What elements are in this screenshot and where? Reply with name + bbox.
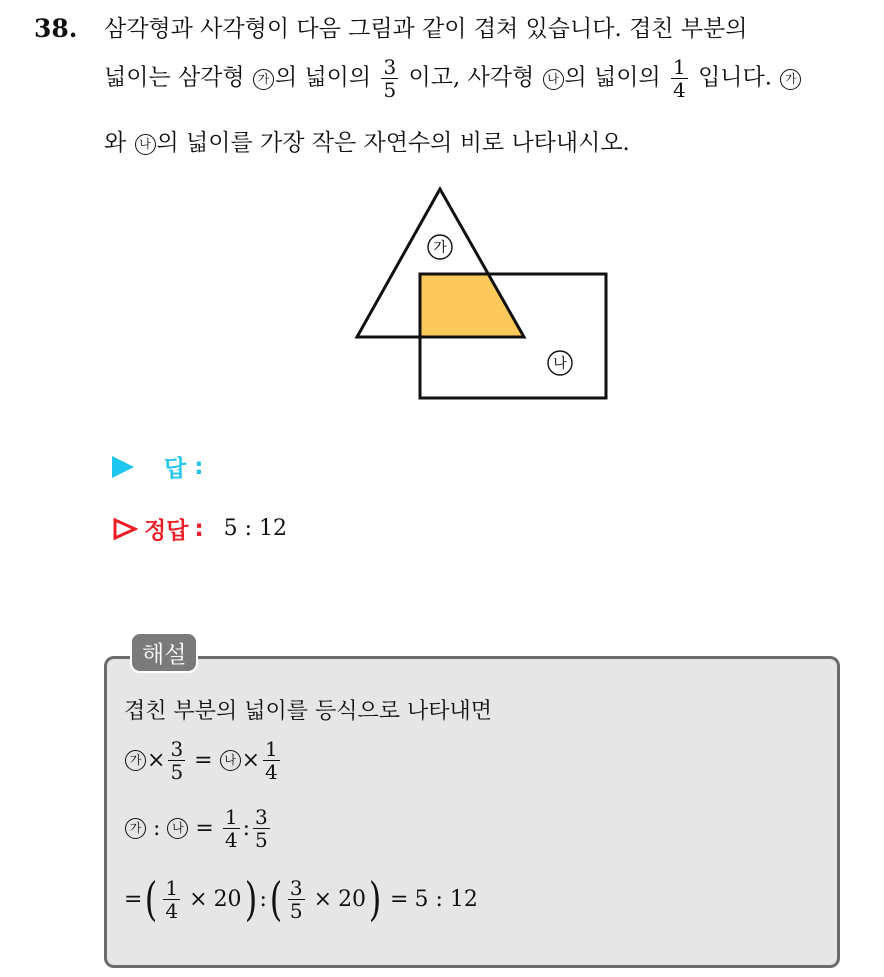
answer-label: 답: [164, 456, 187, 482]
result-ratio: 5 : 12: [414, 886, 478, 912]
denominator: 4: [224, 828, 238, 852]
ratio-colon: :: [242, 816, 251, 841]
explanation-line-1: 겹친 부분의 넓이를 등식으로 나타내면: [124, 699, 493, 724]
circle-na-icon: 나: [543, 69, 564, 90]
text: 와: [104, 130, 127, 156]
question-line-1: 삼각형과 사각형이 다음 그림과 같이 겹쳐 있습니다. 겹친 부분의: [104, 16, 748, 42]
answer-colon: :: [194, 453, 204, 480]
text: 입니다.: [698, 64, 773, 91]
text: 이고, 사각형: [408, 64, 535, 91]
paren: (: [145, 872, 158, 926]
fraction-3-5: [381, 56, 398, 101]
correct-answer-value: 5 : 12: [223, 516, 288, 541]
equals-sign: =: [195, 816, 214, 841]
equals-sign: =: [390, 886, 409, 912]
times-sign: ×: [147, 748, 166, 773]
explanation-tag: 해설: [130, 632, 198, 673]
fraction-1-4: [671, 56, 688, 101]
fraction-1-4: [223, 806, 240, 851]
paren: ): [244, 872, 257, 926]
numerator: 3: [383, 55, 397, 79]
numerator: 1: [224, 805, 238, 829]
denominator: 4: [165, 898, 179, 923]
text: 의 넓이를 가장 작은 자연수의 비로 나타내시오.: [156, 130, 630, 156]
number-20: 20: [213, 886, 242, 912]
denominator: 5: [255, 828, 268, 852]
ratio-colon: :: [153, 816, 161, 841]
denominator: 5: [170, 760, 184, 784]
figure: [350, 185, 612, 403]
fraction-3-5: [253, 806, 270, 851]
question-number: 38.: [34, 14, 78, 43]
times-sign: ×: [313, 886, 333, 912]
paren: ): [368, 872, 382, 926]
numerator: 1: [265, 737, 278, 761]
correct-answer-row: [112, 512, 287, 545]
figure-label-na: 나: [553, 356, 567, 372]
denominator: 5: [383, 78, 397, 102]
explanation-equation-2: [124, 806, 273, 851]
denominator: 5: [289, 898, 303, 923]
numerator: 1: [673, 55, 686, 79]
outline-arrow-icon: [112, 517, 138, 541]
circle-ga-icon: 가: [125, 818, 146, 839]
explanation-equation-3: [124, 872, 478, 926]
fraction-3-5: [288, 877, 305, 922]
numerator: 3: [255, 805, 268, 829]
correct-answer-colon: :: [194, 515, 204, 542]
question-line-3: [104, 128, 630, 158]
text: 의 넓이의: [274, 64, 372, 91]
numerator: 1: [165, 875, 179, 900]
circle-ga-icon: 가: [253, 69, 274, 90]
times-sign: ×: [189, 886, 208, 912]
explanation-equation-1: [124, 738, 283, 783]
circle-na-icon: 나: [220, 750, 241, 771]
denominator: 4: [673, 78, 686, 102]
number-20: 20: [338, 886, 367, 912]
ratio-colon: :: [259, 886, 267, 912]
numerator: 3: [170, 737, 184, 761]
fraction-3-5: [168, 738, 185, 783]
circle-na-icon: 나: [167, 818, 188, 839]
fraction-1-4: [163, 877, 180, 922]
paren: (: [269, 872, 283, 926]
circle-ga-icon: 가: [780, 69, 801, 90]
equals-sign: =: [124, 886, 143, 912]
figure-label-ga: 가: [433, 240, 447, 256]
text: 의 넓이의: [564, 64, 661, 91]
numerator: 3: [289, 875, 303, 900]
times-sign: ×: [241, 748, 261, 773]
overlap-area: [420, 274, 524, 337]
text: 넓이는 삼각형: [104, 64, 245, 91]
answer-row: [112, 450, 203, 483]
correct-answer-label: 정답: [144, 518, 189, 544]
play-arrow-icon: [112, 456, 134, 478]
fraction-1-4: [263, 738, 280, 783]
question-line-2: [104, 56, 802, 101]
equals-sign: =: [194, 748, 213, 773]
circle-na-icon: 나: [135, 134, 156, 155]
denominator: 4: [265, 760, 278, 784]
circle-ga-icon: 가: [125, 750, 146, 771]
